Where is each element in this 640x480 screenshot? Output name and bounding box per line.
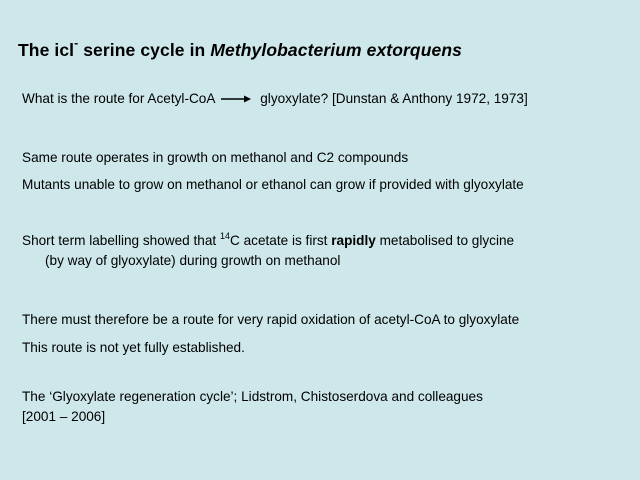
question-post: glyoxylate? [Dunstan & Anthony 1972, 1973] (260, 91, 528, 106)
point-must-route: There must therefore be a route for very rapid oxidation of acetyl-CoA to glyoxylate (22, 312, 520, 327)
citation-line-1: The ‘Glyoxylate regeneration cycle’; Lidstrom, Chistoserdova and colleagues (22, 389, 483, 404)
labelling-line-1 (22, 233, 514, 248)
labelling-emphasis: rapidly (331, 233, 376, 248)
title-superscript: - (74, 36, 79, 50)
title-organism: Methylobacterium extorquens (210, 39, 462, 60)
point-mutants: Mutants unable to grow on methanol or ethanol can grow if provided with glyoxylate (22, 177, 524, 192)
title-middle: serine cycle in (78, 39, 211, 60)
labelling-isotope: 14 (219, 231, 230, 241)
question-pre: What is the route for Acetyl-CoA (22, 91, 215, 106)
point-same-route: Same route operates in growth on methanol and C2 compounds (22, 150, 409, 165)
citation-line-2: [2001 – 2006] (22, 409, 106, 424)
slide-title (18, 38, 462, 61)
title-prefix: The icl (18, 39, 75, 60)
point-not-established: This route is not yet fully established. (22, 340, 245, 355)
question-line (22, 91, 528, 106)
labelling-pre: Short term labelling showed that (22, 233, 220, 248)
labelling-mid: C acetate is first (230, 233, 332, 248)
labelling-line-2: (by way of glyoxylate) during growth on methanol (45, 253, 341, 268)
right-arrow-icon (220, 94, 252, 104)
labelling-post: metabolised to glycine (375, 233, 515, 248)
